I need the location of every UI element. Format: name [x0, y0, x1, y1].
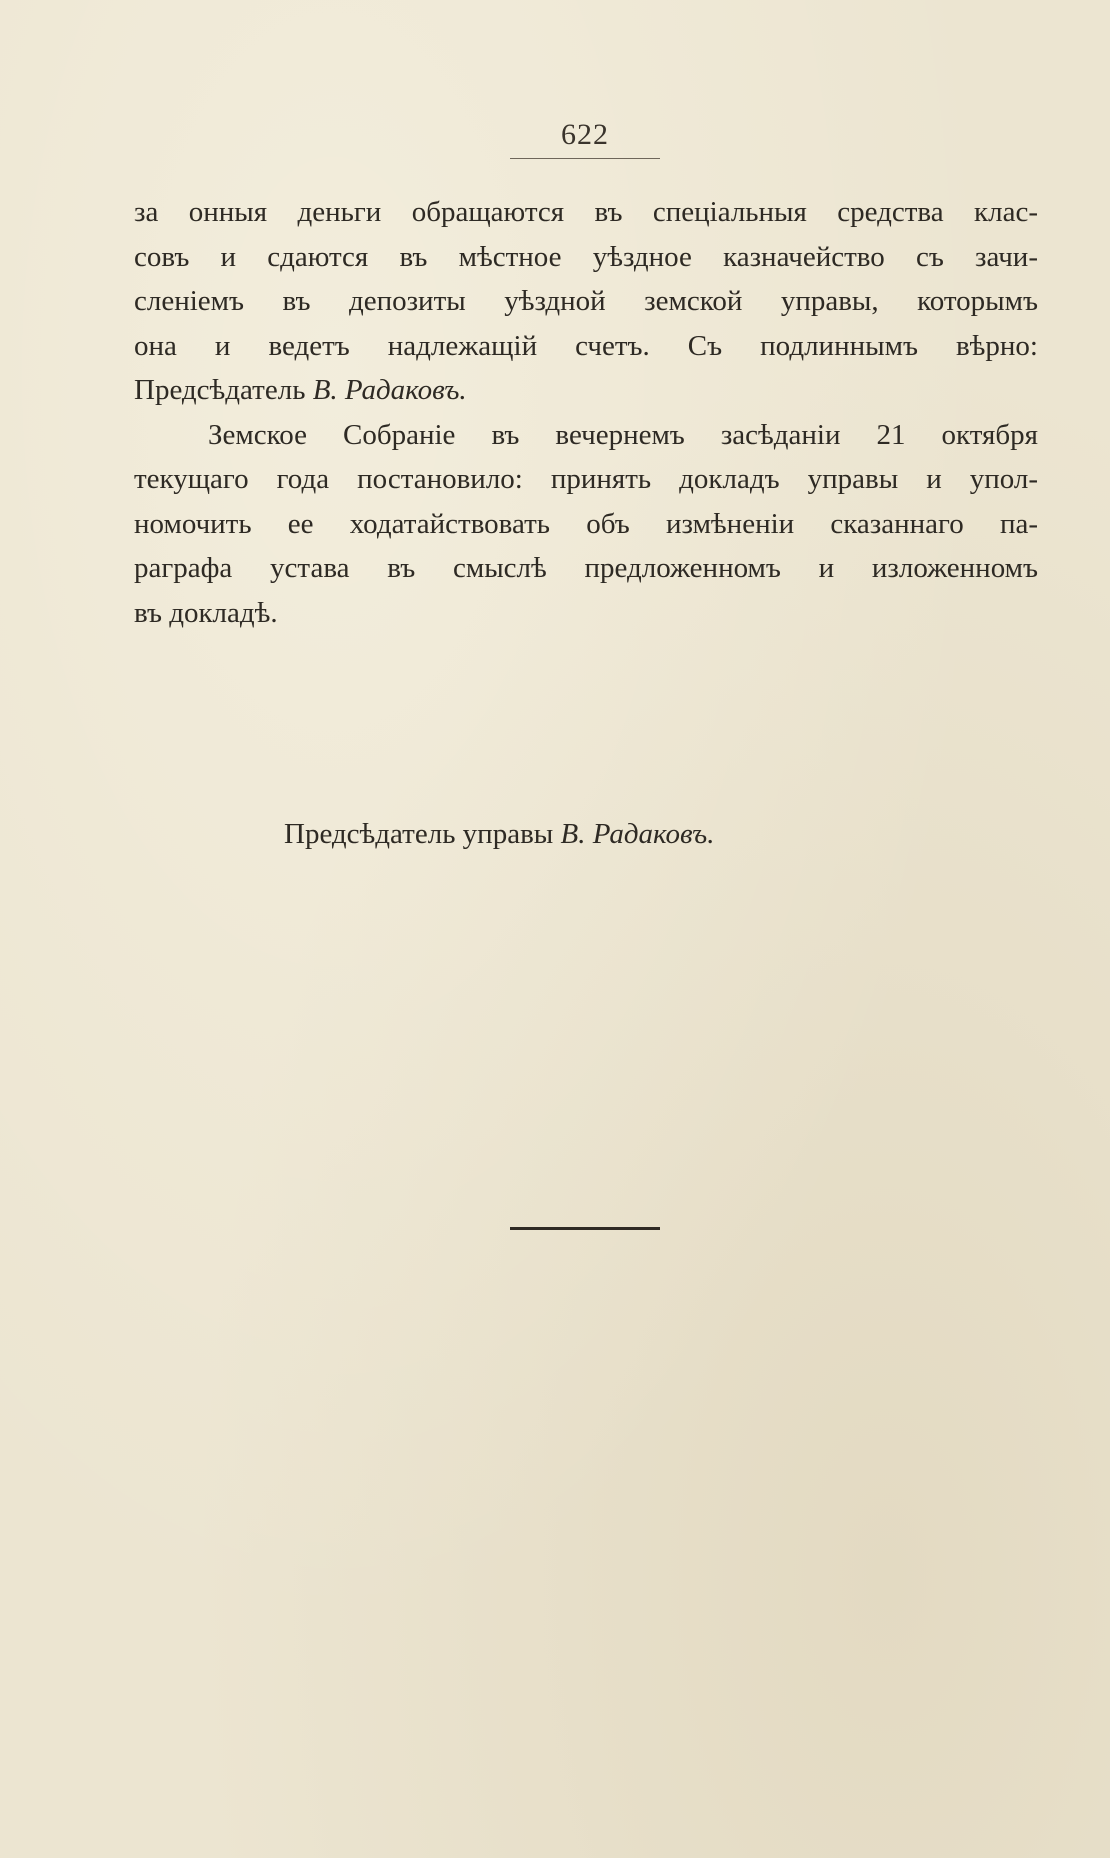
chairman-title: Предсѣдатель — [134, 374, 313, 406]
paragraph-1-line-2: совъ и сдаются въ мѣстное уѣздное казначейство съ зачи- — [134, 240, 1038, 273]
paragraph-2-line-5: въ докладѣ. — [134, 596, 278, 629]
signature-name: В. Радаковъ. — [560, 818, 715, 850]
header-rule — [510, 158, 660, 159]
body-text — [134, 190, 1038, 635]
paragraph-2-line-2: текущаго года постановило: принять докладъ управы и упол- — [134, 463, 1038, 495]
page-number: 622 — [561, 118, 609, 151]
paragraph-2-line-3: номочить ее ходатайствовать объ измѣненіи сказаннаго па- — [134, 507, 1038, 540]
chairman-name: В. Радаковъ. — [312, 374, 467, 406]
signature-line — [284, 818, 714, 851]
paragraph-1-line-5 — [134, 368, 1038, 413]
paragraph-1-line-4: она и ведетъ надлежащій счетъ. Съ подлиннымъ вѣрно: — [134, 329, 1038, 362]
paragraph-2-line-4: раграфа устава въ смыслѣ предложенномъ и изложенномъ — [134, 552, 1038, 584]
paragraph-1-line-1: за онныя деньги обращаются въ спеціальныя средства клас- — [134, 196, 1038, 228]
paragraph-1-line-3: сленіемъ въ депозиты уѣздной земской управы, которымъ — [134, 285, 1038, 317]
paragraph-2-line-1: Земское Собраніе въ вечернемъ засѣданіи 21 октября — [208, 418, 1038, 451]
signature-title: Предсѣдатель управы — [284, 818, 561, 850]
footer-rule — [510, 1227, 660, 1230]
